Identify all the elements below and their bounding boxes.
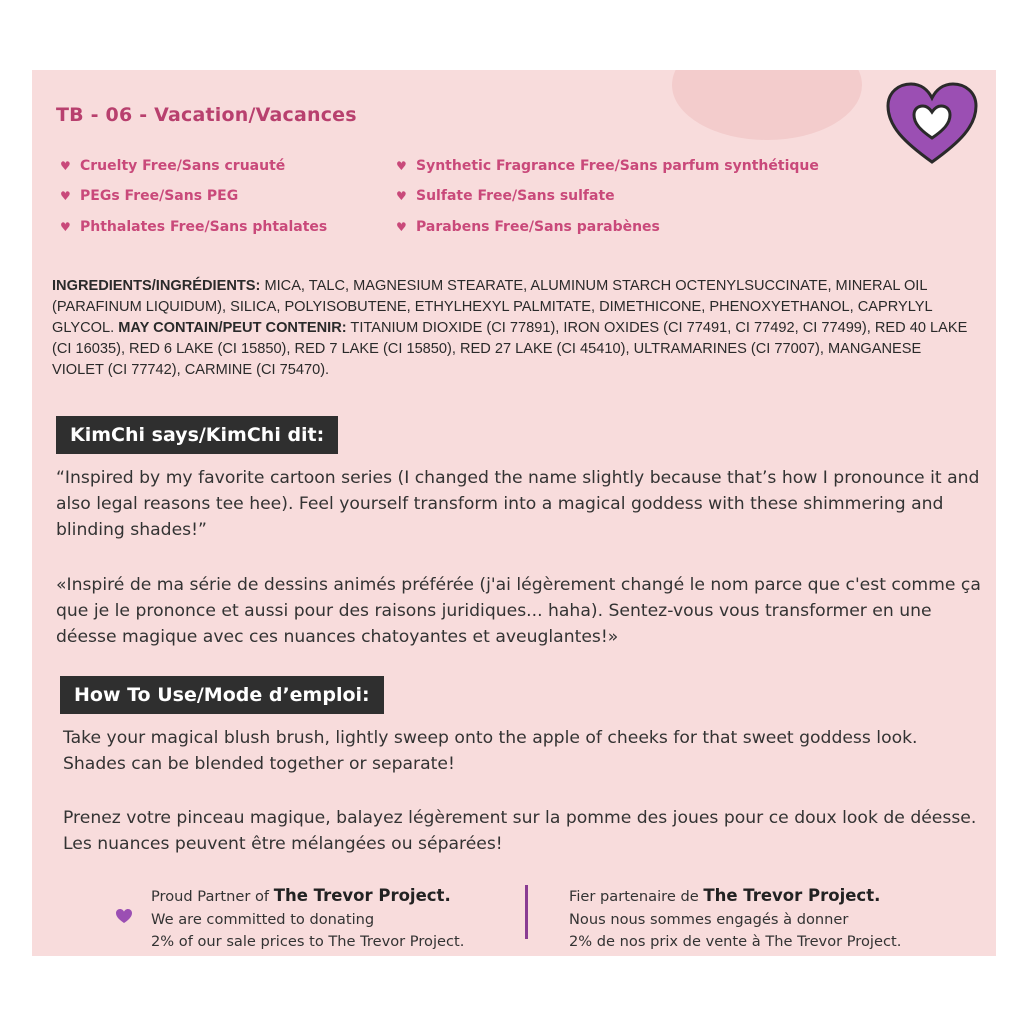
heart-bullet-icon: ♥ bbox=[60, 220, 71, 234]
heart-bullet-icon: ♥ bbox=[396, 189, 407, 203]
heart-bullet-icon: ♥ bbox=[60, 189, 71, 203]
partner-fr-line3: 2% de nos prix de vente à The Trevor Project. bbox=[569, 933, 902, 950]
heart-logo-icon bbox=[884, 80, 980, 166]
kimchi-quote-en: “Inspired by my favorite cartoon series (I changed the name slightly because that’s how I pronounce it and also legal reasons tee hee). Feel yourself transform into a magical goddess with these shimmering and blinding shades!” bbox=[56, 468, 980, 540]
how-to-use-en: Take your magical blush brush, lightly sweep onto the apple of cheeks for that sweet goddess look. Shades can be blended together or separate! bbox=[63, 728, 918, 774]
free-item: ♥ Parabens Free/Sans parabènes bbox=[396, 219, 660, 235]
footer-divider bbox=[525, 885, 528, 939]
partner-en-line2: We are committed to donating bbox=[151, 911, 375, 928]
free-item: ♥ Synthetic Fragrance Free/Sans parfum synthétique bbox=[396, 158, 819, 174]
how-to-use-fr: Prenez votre pinceau magique, balayez légèrement sur la pomme des joues pour ce doux look de déesse. Les nuances peuvent être mélangées ou séparées! bbox=[63, 808, 977, 854]
ingredients-text: INGREDIENTS/INGRÉDIENTS: MICA, TALC, MAGNESIUM STEARATE, ALUMINUM STARCH OCTENYLSUCCINATE, MINERAL OIL (PARAFINUM LIQUIDUM), SILICA, POLYISOBUTENE, ETHYLHEXYL PALMITATE, DIMETHICONE, PHENOXYETHANOL, CAPRYLYL GLYCOL. MAY CONTAIN/PEUT CONTENIR: TITANIUM DIOXIDE (CI 77891), IRON OXIDES (CI 77491, CI 77492, CI 77499), RED 40 LAKE (CI 16035), RED 6 LAKE (CI 15850), RED 7 LAKE (CI 15850), RED 27 LAKE (CI 45410), ULTRAMARINES (CI 77007), MANGANESE VIOLET (CI 77742), CARMINE (CI 75470). bbox=[52, 278, 968, 378]
product-title: TB - 06 - Vacation/Vacances bbox=[56, 104, 357, 126]
heart-small-icon bbox=[115, 908, 133, 924]
heart-bullet-icon: ♥ bbox=[396, 220, 407, 234]
partner-fr-line2: Nous nous sommes engagés à donner bbox=[569, 911, 849, 928]
partner-fr-line1: Fier partenaire de The Trevor Project. bbox=[569, 886, 881, 905]
partner-en-line1: Proud Partner of The Trevor Project. bbox=[151, 886, 451, 905]
product-info-panel bbox=[32, 70, 996, 956]
heart-bullet-icon: ♥ bbox=[60, 159, 71, 173]
free-item: ♥ Cruelty Free/Sans cruauté bbox=[60, 158, 286, 174]
free-item: ♥ Sulfate Free/Sans sulfate bbox=[396, 188, 615, 204]
kimchi-heading: KimChi says/KimChi dit: bbox=[56, 416, 338, 454]
decorative-circle bbox=[672, 70, 862, 140]
kimchi-quote-fr: «Inspiré de ma série de dessins animés préférée (j'ai légèrement changé le nom parce que c'est comme ça que je le prononce et aussi pour des raisons juridiques... haha). Sentez-vous vous transformer en une déesse magique avec ces nuances chatoyantes et aveuglantes!» bbox=[56, 575, 981, 647]
partner-en-line3: 2% of our sale prices to The Trevor Project. bbox=[151, 933, 465, 950]
free-item: ♥ PEGs Free/Sans PEG bbox=[60, 188, 239, 204]
heart-bullet-icon: ♥ bbox=[396, 159, 407, 173]
free-item: ♥ Phthalates Free/Sans phtalates bbox=[60, 219, 328, 235]
how-to-use-heading: How To Use/Mode d’emploi: bbox=[60, 676, 384, 714]
